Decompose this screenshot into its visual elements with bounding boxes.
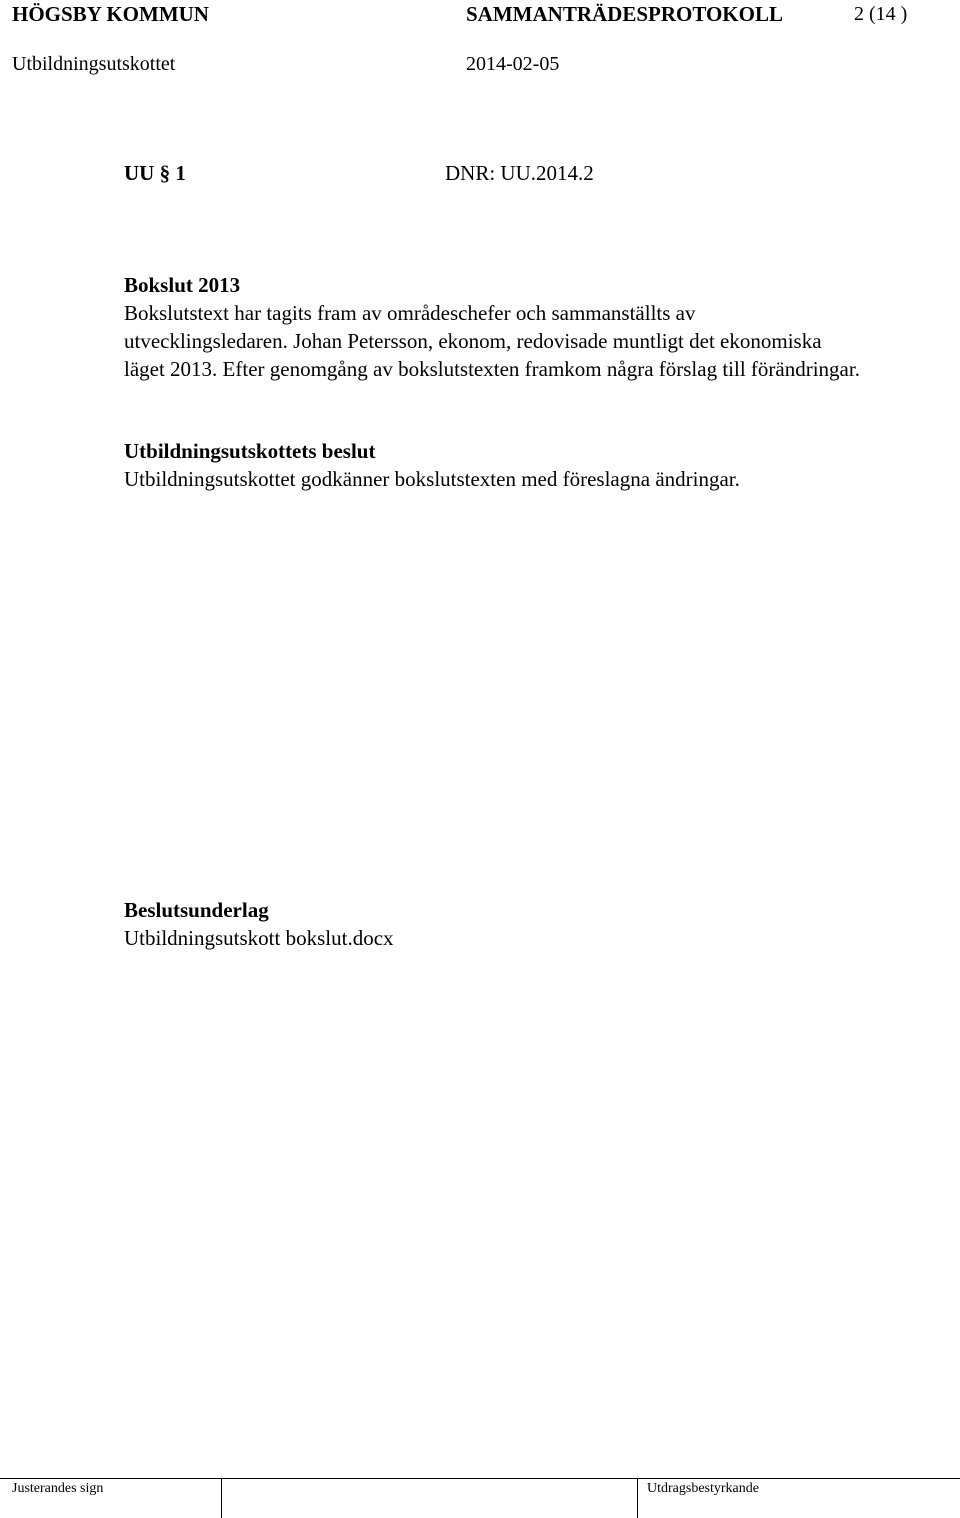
justerandes-sign-label: Justerandes sign xyxy=(12,1481,104,1496)
case-number: DNR: UU.2014.2 xyxy=(445,161,594,185)
basis-block xyxy=(124,896,924,952)
section-label: UU § 1 xyxy=(124,161,186,185)
footer-divider xyxy=(221,1479,222,1518)
footer-divider xyxy=(637,1479,638,1518)
decision-heading: Utbildningsutskottets beslut xyxy=(124,439,376,463)
committee-name: Utbildningsutskottet xyxy=(12,53,176,75)
item-title: Bokslut 2013 xyxy=(124,273,241,297)
item-block xyxy=(124,271,924,383)
decision-text: Utbildningsutskottet godkänner bokslutstexten med föreslagna ändringar. xyxy=(124,467,740,491)
item-paragraph: Bokslutstext har tagits fram av områdeschefer och sammanställts av utvecklingsledaren. Johan Petersson, ekonom, redovisade muntligt det ekonomiska läget 2013. Efter genomgång av bokslutstexten framkom några förslag till förändringar. xyxy=(124,301,860,381)
signature-footer xyxy=(0,1478,960,1518)
document-type: SAMMANTRÄDESPROTOKOLL xyxy=(466,2,783,26)
page-number: 2 (14 ) xyxy=(854,3,908,25)
organization-name: HÖGSBY KOMMUN xyxy=(12,2,209,26)
basis-text: Utbildningsutskott bokslut.docx xyxy=(124,926,394,950)
meeting-date: 2014-02-05 xyxy=(466,53,560,75)
basis-heading: Beslutsunderlag xyxy=(124,898,269,922)
decision-block xyxy=(124,437,924,493)
utdragsbestyrkande-label: Utdragsbestyrkande xyxy=(647,1481,759,1496)
